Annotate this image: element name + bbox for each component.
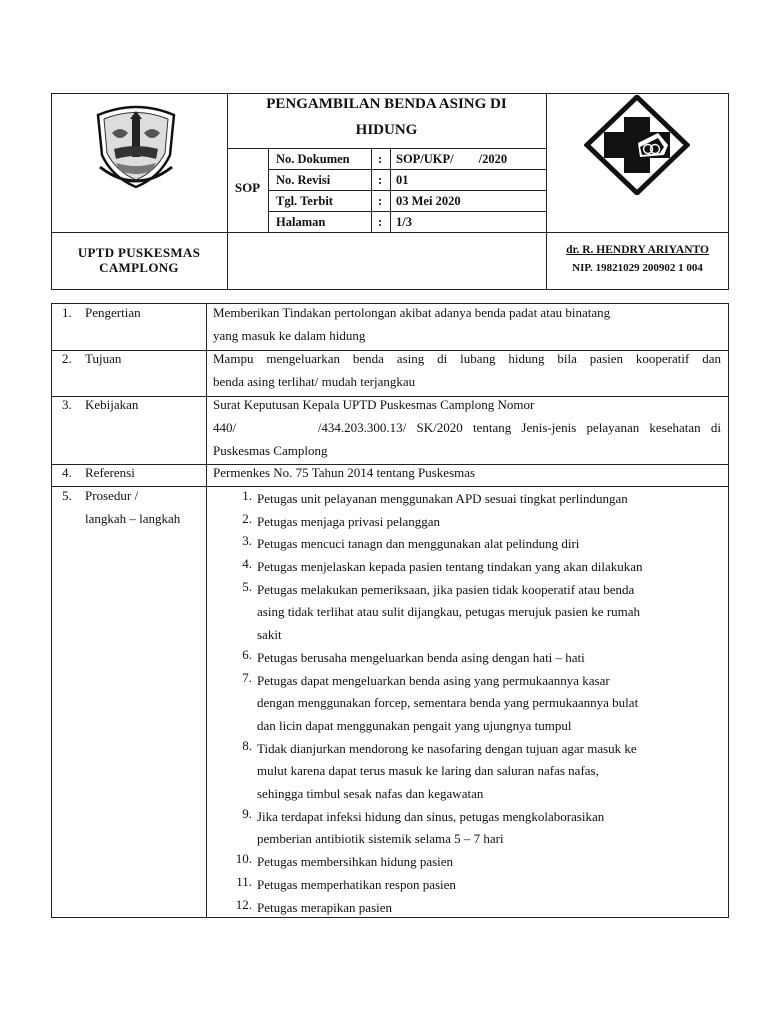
- section-number: 1.: [62, 305, 72, 320]
- signer-nip: NIP. 19821029 200902 1 004: [572, 262, 703, 274]
- meta-label: No. Revisi: [276, 173, 331, 187]
- signer-name: dr. R. HENDRY ARIYANTO: [566, 244, 709, 256]
- section-label: langkah – langkah: [85, 511, 181, 526]
- meta-value: 01: [396, 173, 409, 187]
- section-text: benda asing terlihat/ mudah terjangkau: [213, 374, 416, 389]
- step-number: 7.: [242, 669, 252, 685]
- step-text: [257, 488, 628, 511]
- document-title-line1: PENGAMBILAN BENDA ASING DI: [266, 96, 507, 112]
- step-number: 11.: [236, 873, 252, 889]
- step-number: 10.: [235, 851, 252, 867]
- section-text: Memberikan Tindakan pertolongan akibat adanya benda padat atau binatang: [213, 305, 611, 320]
- step-text-line: Petugas dapat mengeluarkan benda asing yang permukaannya kasar: [257, 672, 610, 688]
- step-text: [257, 851, 453, 874]
- meta-label: No. Dokumen: [276, 152, 350, 166]
- section-label: Kebijakan: [85, 397, 139, 412]
- step-text-line: Petugas memperhatikan respon pasien: [257, 876, 456, 892]
- step-text-line: dengan menggunakan forcep, sementara benda yang permukaannya bulat: [257, 695, 639, 711]
- step-number: 9.: [242, 805, 252, 821]
- section-label: Prosedur /: [85, 488, 139, 503]
- document-title-line2: HIDUNG: [355, 122, 418, 138]
- step-text: [257, 647, 585, 670]
- section-text: Puskesmas Camplong: [213, 443, 328, 458]
- meta-value: SOP/UKP/ /2020: [396, 152, 508, 166]
- sop-label: SOP: [234, 180, 261, 195]
- step-text-line: Petugas membersihkan hidung pasien: [257, 854, 454, 870]
- step-text-line: Jika terdapat infeksi hidung dan sinus, petugas mengkolaborasikan: [257, 808, 605, 824]
- step-number: 4.: [242, 556, 252, 572]
- step-text-line: pemberian antibiotik sistemik selama 5 – 7 hari: [257, 831, 504, 847]
- step-text-line: Petugas menjaga privasi pelanggan: [257, 513, 441, 529]
- section-label: Tujuan: [85, 351, 122, 366]
- section-text: 440/ /434.203.300.13/ SK/2020 tentang Jenis-jenis pelayanan kesehatan di: [213, 420, 721, 435]
- step-text: [257, 670, 638, 738]
- meta-sep: :: [378, 194, 383, 208]
- section-text: Mampu mengeluarkan benda asing di lubang hidung bila pasien kooperatif dan: [213, 351, 721, 366]
- step-number: 3.: [242, 533, 252, 549]
- step-text-line: Tidak dianjurkan mendorong ke nasofaring dengan tujuan agar masuk ke: [257, 740, 637, 756]
- step-number: 6.: [242, 646, 252, 662]
- step-text-line: Petugas menjelaskan kepada pasien tentang tindakan yang akan dilakukan: [257, 559, 643, 575]
- step-text-line: Petugas merapikan pasien: [257, 899, 393, 915]
- meta-label: Halaman: [276, 215, 326, 229]
- section-text: Permenkes No. 75 Tahun 2014 tentang Puskesmas: [213, 465, 476, 480]
- step-text: [257, 556, 643, 579]
- step-number: 12.: [235, 896, 252, 912]
- step-text: [257, 874, 456, 897]
- meta-sep: :: [378, 173, 383, 187]
- section-number: 5.: [62, 488, 72, 503]
- meta-sep: :: [378, 152, 383, 166]
- meta-value: 03 Mei 2020: [396, 194, 461, 208]
- step-text-line: Petugas berusaha mengeluarkan benda asing dengan hati – hati: [257, 649, 585, 665]
- section-label: Pengertian: [85, 305, 141, 320]
- step-text: [257, 738, 637, 806]
- step-text: [257, 579, 640, 647]
- section-text: Surat Keputusan Kepala UPTD Puskesmas Camplong Nomor: [213, 397, 535, 412]
- section-number: 2.: [62, 351, 72, 366]
- meta-value: 1/3: [396, 215, 412, 229]
- step-text-line: Petugas mencuci tanagn dan menggunakan alat pelindung diri: [257, 536, 580, 552]
- section-number: 4.: [62, 465, 72, 480]
- meta-sep: :: [378, 215, 383, 229]
- step-text: [257, 897, 392, 920]
- step-text: [257, 533, 579, 556]
- step-text: [257, 511, 440, 534]
- step-text-line: Petugas unit pelayanan menggunakan APD sesuai tingkat perlindungan: [257, 491, 628, 506]
- step-text-line: mulut karena dapat terus masuk ke laring dan saluran nafas nafas,: [257, 763, 599, 779]
- step-number: 5.: [242, 578, 252, 594]
- step-text-line: dan licin dapat menggunakan pengait yang ujungnya tumpul: [257, 717, 572, 733]
- step-text-line: sehingga timbul sesak nafas dan kegawatan: [257, 786, 484, 802]
- section-text: yang masuk ke dalam hidung: [213, 328, 366, 343]
- puskesmas-cross-icon: [584, 95, 690, 195]
- step-text: [257, 806, 604, 851]
- org-name-line1: UPTD PUSKESMAS: [77, 245, 201, 260]
- step-text-line: sakit: [257, 627, 282, 643]
- org-name-line2: CAMPLONG: [99, 260, 179, 275]
- step-text-line: asing tidak terlihat atau sulit dijangkau, petugas merujuk pasien ke rumah: [257, 604, 641, 620]
- section-number: 3.: [62, 397, 72, 412]
- step-text-line: Petugas melakukan pemeriksaan, jika pasien tidak kooperatif atau benda: [257, 581, 635, 597]
- meta-label: Tgl. Terbit: [276, 194, 333, 208]
- step-number: 2.: [242, 510, 252, 526]
- step-number: 1.: [242, 488, 252, 503]
- regency-crest-icon: [90, 103, 182, 189]
- section-label: Referensi: [85, 465, 135, 480]
- step-number: 8.: [242, 737, 252, 753]
